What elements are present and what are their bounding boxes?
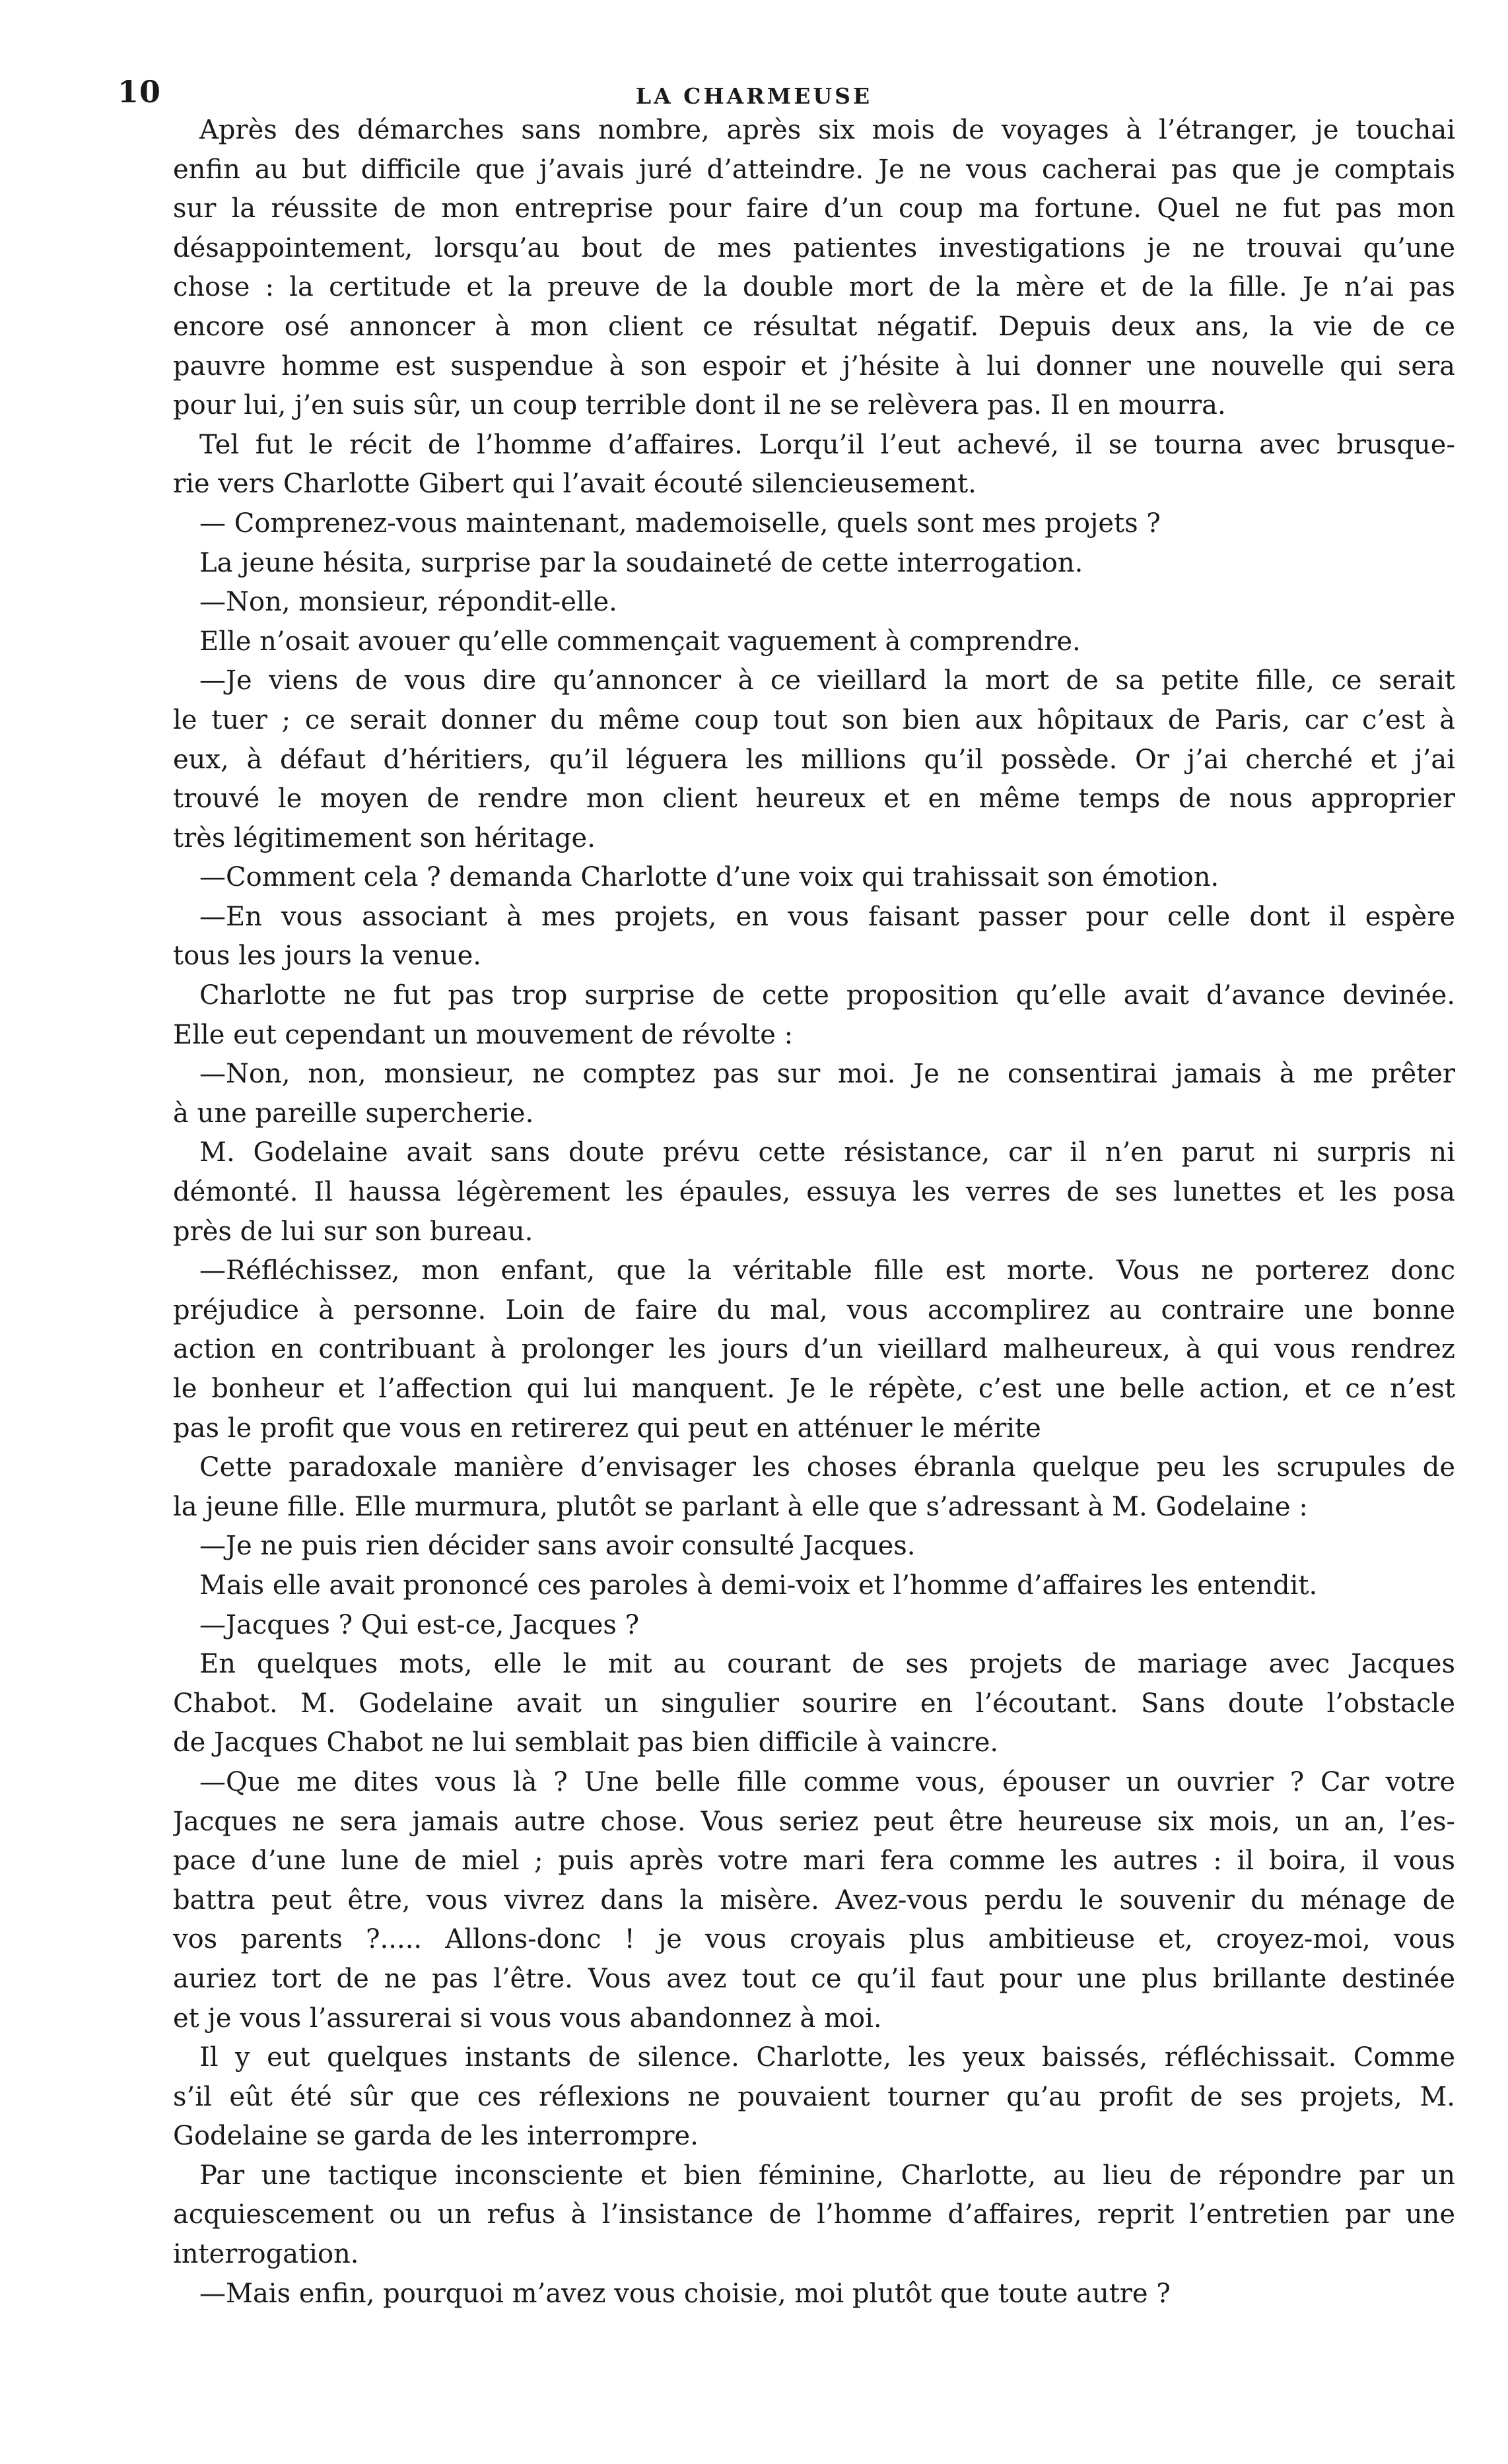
text-line: pauvre homme est suspendue à son espoir et j’hésite à lui donner une nouvelle qui sera [173,350,1455,382]
text-line: le tuer ; ce serait donner du même coup tout son bien aux hôpitaux de Paris, car c’est à [173,704,1455,735]
text-line: —Je viens de vous dire qu’annoncer à ce vieillard la mort de sa petite fille, ce serait [199,665,1455,696]
text-line: Après des démarches sans nombre, après six mois de voyages à l’étranger, je touchai [199,115,1455,145]
text-line: Cette paradoxale manière d’envisager les choses ébranla quelque peu les scrupules de [199,1452,1455,1483]
text-line: Elle n’osait avouer qu’elle commençait vaguement à comprendre. [199,626,1081,657]
text-line: —Non, monsieur, répondit-elle. [199,587,617,618]
text-line: Il y eut quelques instants de silence. Charlotte, les yeux baissés, réfléchissait. Comme [199,2042,1455,2073]
text-line: pace d’une lune de miel ; puis après votre mari fera comme les autres : il boira, il vous [173,1846,1455,1877]
text-line: sur la réussite de mon entreprise pour faire d’un coup ma fortune. Quel ne fut pas mon [173,193,1455,224]
text-line: acquiescement ou un refus à l’insistance de l’homme d’affaires, reprit l’entretien par une [173,2199,1455,2230]
text-line: Chabot. M. Godelaine avait un singulier sourire en l’écoutant. Sans doute l’obstacle [173,1688,1455,1719]
text-line: Mais elle avait prononcé ces paroles à demi-voix et l’homme d’affaires les entendit. [199,1570,1318,1601]
text-line: Charlotte ne fut pas trop surprise de cette proposition qu’elle avait d’avance devinée. [199,980,1455,1011]
text-line: action en contribuant à prolonger les jours d’un vieillard malheureux, à qui vous rendrez [173,1334,1455,1365]
text-line: eux, à défaut d’héritiers, qu’il léguera les millions qu’il possède. Or j’ai cherché et j’ai [173,744,1455,775]
page-number: 10 [118,74,162,110]
text-line: très légitimement son héritage. [173,822,596,853]
text-line: —Jacques ? Qui est-ce, Jacques ? [199,1609,640,1640]
text-line: —En vous associant à mes projets, en vous faisant passer pour celle dont il espère [199,901,1455,932]
text-line: vos parents ?..... Allons-donc ! je vous croyais plus ambitieuse et, croyez-moi, vous [173,1924,1455,1955]
text-line: le bonheur et l’affection qui lui manquent. Je le répète, c’est une belle action, et ce n’est [173,1374,1455,1404]
text-line: tous les jours la venue. [173,941,482,972]
text-line: Godelaine se garda de les interrompre. [173,2121,699,2152]
text-line: la jeune fille. Elle murmura, plutôt se parlant à elle que s’adressant à M. Godelaine : [173,1491,1308,1522]
text-line: Elle eut cependant un mouvement de révolte : [173,1019,794,1050]
text-line: —Je ne puis rien décider sans avoir consulté Jacques. [199,1531,916,1562]
text-line: —Réfléchissez, mon enfant, que la véritable fille est morte. Vous ne porterez donc [199,1255,1455,1286]
text-line: —Que me dites vous là ? Une belle fille comme vous, épouser un ouvrier ? Car votre [199,1766,1455,1797]
text-line: désappointement, lorsqu’au bout de mes patientes investigations je ne trouvai qu’une [173,232,1455,263]
text-line: et je vous l’assurerai si vous vous abandonnez à moi. [173,2003,882,2034]
text-line: —Non, non, monsieur, ne comptez pas sur moi. Je ne consentirai jamais à me prêter [199,1059,1455,1090]
text-line: —Comment cela ? demanda Charlotte d’une voix qui trahissait son émotion. [199,862,1219,893]
text-line: chose : la certitude et la preuve de la double mort de la mère et de la fille. Je n’ai pas [173,272,1455,303]
text-line: — Comprenez-vous maintenant, mademoiselle, quels sont mes projets ? [199,508,1161,539]
text-line: de Jacques Chabot ne lui semblait pas bien difficile à vaincre. [173,1727,999,1758]
text-line: pas le profit que vous en retirerez qui peut en atténuer le mérite [173,1413,1041,1444]
text-line: démonté. Il haussa légèrement les épaules, essuya les verres de ses lunettes et les posa [173,1177,1455,1208]
text-line: s’il eût été sûr que ces réflexions ne pouvaient tourner qu’au profit de ses projets, M. [173,2081,1455,2112]
text-line: rie vers Charlotte Gibert qui l’avait écouté silencieusement. [173,469,977,500]
text-line: Jacques ne sera jamais autre chose. Vous seriez peut être heureuse six mois, un an, l’es- [173,1806,1455,1837]
text-line: pour lui, j’en suis sûr, un coup terrible dont il ne se relèvera pas. Il en mourra. [173,390,1226,421]
text-line: préjudice à personne. Loin de faire du mal, vous accomplirez au contraire une bonne [173,1294,1455,1325]
text-line: enfin au but difficile que j’avais juré d’atteindre. Je ne vous cacherai pas que je comptais [173,154,1455,185]
text-line: interrogation. [173,2239,359,2270]
text-line: trouvé le moyen de rendre mon client heureux et en même temps de nous approprier [173,783,1455,815]
text-line: encore osé annoncer à mon client ce résultat négatif. Depuis deux ans, la vie de ce [173,311,1455,342]
text-line: La jeune hésita, surprise par la soudaineté de cette interrogation. [199,547,1083,578]
text-line: près de lui sur son bureau. [173,1216,533,1247]
text-line: Tel fut le récit de l’homme d’affaires. Lorqu’il l’eut achevé, il se tourna avec brusque- [199,429,1455,460]
text-line: à une pareille supercherie. [173,1098,534,1129]
body-text [173,111,1455,2314]
text-line: —Mais enfin, pourquoi m’avez vous choisie, moi plutôt que toute autre ? [199,2278,1171,2309]
text-line: battra peut être, vous vivrez dans la misère. Avez-vous perdu le souvenir du ménage de [173,1884,1455,1915]
text-line: En quelques mots, elle le mit au courant de ses projets de mariage avec Jacques [199,1649,1455,1680]
running-head: LA CHARMEUSE [635,83,873,109]
text-line: Par une tactique inconsciente et bien féminine, Charlotte, au lieu de répondre par un [199,2160,1455,2191]
text-line: auriez tort de ne pas l’être. Vous avez tout ce qu’il faut pour une plus brillante destinée [173,1963,1455,1994]
text-line: M. Godelaine avait sans doute prévu cette résistance, car il n’en parut ni surpris ni [199,1137,1455,1168]
